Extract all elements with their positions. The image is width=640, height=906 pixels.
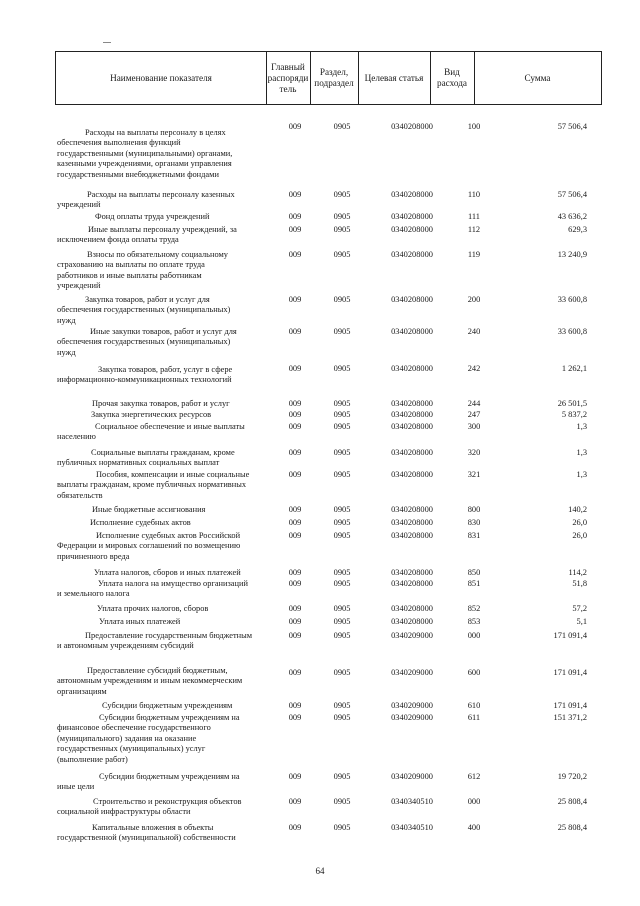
amount-value: 43 636,2: [557, 212, 587, 221]
manager-code: 009: [288, 701, 302, 710]
section-code: 0905: [333, 410, 351, 419]
page-number: 64: [315, 866, 325, 876]
amount-value: 1 262,1: [561, 364, 587, 373]
section-code: 0905: [333, 212, 351, 221]
expense-type-code: 830: [467, 518, 481, 527]
target-code: 0340208000: [391, 295, 433, 304]
section-code: 0905: [333, 470, 351, 479]
manager-code: 009: [288, 579, 302, 588]
target-code: 0340208000: [391, 364, 433, 373]
expense-type-code: 851: [467, 579, 481, 588]
section-code: 0905: [333, 225, 351, 234]
section-code: 0905: [333, 631, 351, 640]
row-name: Иные закупки товаров, работ и услуг для обеспечения государственных (муниципальных) нужд: [57, 327, 237, 357]
row-name: Уплата иных платежей: [99, 617, 181, 626]
row-name: Прочая закупка товаров, работ и услуг: [92, 399, 230, 408]
amount-value: 5,1: [576, 617, 587, 626]
manager-code: 009: [288, 797, 302, 806]
target-code: 0340208000: [391, 250, 433, 259]
expense-type-code: 200: [467, 295, 481, 304]
target-code: 0340208000: [391, 399, 433, 408]
target-code: 0340208000: [391, 327, 433, 336]
target-code: 0340208000: [391, 470, 433, 479]
amount-value: 57 506,4: [557, 190, 587, 199]
amount-value: 1,3: [576, 422, 587, 431]
expense-type-code: 600: [467, 668, 481, 677]
target-code: 0340208000: [391, 518, 433, 527]
amount-value: 25 808,4: [557, 797, 587, 806]
manager-code: 009: [288, 422, 302, 431]
expense-type-code: 400: [467, 823, 481, 832]
manager-code: 009: [288, 212, 302, 221]
target-code: 0340209000: [391, 701, 433, 710]
row-name: Уплата налогов, сборов и иных платежей: [94, 568, 241, 577]
header-section: Раздел, подраздел: [314, 67, 354, 88]
expense-type-code: 110: [467, 190, 481, 199]
section-code: 0905: [333, 505, 351, 514]
manager-code: 009: [288, 617, 302, 626]
section-code: 0905: [333, 604, 351, 613]
target-code: 0340209000: [391, 713, 433, 722]
header-amount: Сумма: [524, 72, 551, 83]
expense-type-code: 000: [467, 631, 481, 640]
row-name: Пособия, компенсации и иные социальные выплаты гражданам, кроме публичных нормативных обязательств: [57, 470, 250, 500]
target-code: 0340208000: [391, 568, 433, 577]
row-name: Исполнение судебных актов: [90, 518, 191, 527]
row-name: Иные бюджетные ассигнования: [92, 505, 206, 514]
expense-type-code: 112: [467, 225, 481, 234]
section-code: 0905: [333, 122, 351, 131]
section-code: 0905: [333, 531, 351, 540]
manager-code: 009: [288, 399, 302, 408]
target-code: 0340208000: [391, 212, 433, 221]
amount-value: 33 600,8: [557, 295, 587, 304]
row-name: Субсидии бюджетным учреждениям: [102, 701, 233, 710]
amount-value: 151 371,2: [553, 713, 587, 722]
manager-code: 009: [288, 772, 302, 781]
expense-type-code: 853: [467, 617, 481, 626]
expense-type-code: 240: [467, 327, 481, 336]
row-name: Строительство и реконструкция объектов социальной инфраструктуры области: [57, 797, 242, 817]
amount-value: 57,2: [572, 604, 587, 613]
expense-type-code: 800: [467, 505, 481, 514]
manager-code: 009: [288, 122, 302, 131]
row-name: Субсидии бюджетным учреждениям на иные цели: [57, 772, 240, 792]
amount-value: 19 720,2: [557, 772, 587, 781]
amount-value: 5 837,2: [561, 410, 587, 419]
amount-value: 171 091,4: [553, 701, 587, 710]
manager-code: 009: [288, 568, 302, 577]
manager-code: 009: [288, 410, 302, 419]
section-code: 0905: [333, 713, 351, 722]
row-name: Расходы на выплаты персоналу казенных учреждений: [57, 190, 235, 210]
amount-value: 25 808,4: [557, 823, 587, 832]
row-name: Уплата прочих налогов, сборов: [97, 604, 209, 613]
expense-type-code: 831: [467, 531, 481, 540]
target-code: 0340208000: [391, 422, 433, 431]
row-name: Закупка энергетических ресурсов: [91, 410, 212, 419]
row-name: Капитальные вложения в объекты государственной (муниципальной) собственности: [57, 823, 236, 843]
target-code: 0340208000: [391, 410, 433, 419]
manager-code: 009: [288, 823, 302, 832]
target-code: 0340340510: [391, 797, 433, 806]
target-code: 0340208000: [391, 122, 433, 131]
amount-value: 171 091,4: [553, 631, 587, 640]
section-code: 0905: [333, 668, 351, 677]
section-code: 0905: [333, 772, 351, 781]
manager-code: 009: [288, 505, 302, 514]
row-name: Социальные выплаты гражданам, кроме публичных нормативных социальных выплат: [57, 448, 235, 468]
section-code: 0905: [333, 295, 351, 304]
section-code: 0905: [333, 190, 351, 199]
section-code: 0905: [333, 399, 351, 408]
header-name: Наименование показателя: [110, 72, 212, 83]
section-code: 0905: [333, 364, 351, 373]
manager-code: 009: [288, 668, 302, 677]
manager-code: 009: [288, 225, 302, 234]
expense-type-code: 320: [467, 448, 481, 457]
row-name: Социальное обеспечение и иные выплаты населению: [57, 422, 245, 442]
expense-type-code: 852: [467, 604, 481, 613]
amount-value: 26,0: [572, 531, 587, 540]
expense-type-code: 321: [467, 470, 481, 479]
row-name: Закупка товаров, работ, услуг в сфере информационно-коммуникационных технологий: [57, 365, 233, 385]
manager-code: 009: [288, 295, 302, 304]
target-code: 0340340510: [391, 823, 433, 832]
target-code: 0340209000: [391, 668, 433, 677]
section-code: 0905: [333, 568, 351, 577]
section-code: 0905: [333, 797, 351, 806]
row-name: Фонд оплаты труда учреждений: [95, 212, 210, 221]
manager-code: 009: [288, 631, 302, 640]
amount-value: 51,8: [572, 579, 587, 588]
header-manager: Главный распоряди тель: [267, 61, 309, 94]
manager-code: 009: [288, 250, 302, 259]
amount-value: 57 506,4: [557, 122, 587, 131]
row-name: Предоставление государственным бюджетным и автономным учреждениям субсидий: [57, 631, 253, 651]
manager-code: 009: [288, 327, 302, 336]
manager-code: 009: [288, 713, 302, 722]
section-code: 0905: [333, 617, 351, 626]
manager-code: 009: [288, 190, 302, 199]
expense-type-code: 610: [467, 701, 481, 710]
row-name: Субсидии бюджетным учреждениям на финансовое обеспечение государственного (муниципального) задания на оказание государственных (муниципальных) услуг (выполнение работ): [57, 713, 240, 764]
row-name: Расходы на выплаты персоналу в целях обеспечения выполнения функций государственными (муниципальными) органами, казенными учреждениями, органами управления государственными внебюджетными фондами: [57, 128, 233, 179]
section-code: 0905: [333, 823, 351, 832]
target-code: 0340208000: [391, 531, 433, 540]
amount-value: 629,3: [568, 225, 587, 234]
expense-type-code: 247: [467, 410, 481, 419]
expense-type-code: 300: [467, 422, 481, 431]
expense-type-code: 850: [467, 568, 481, 577]
expense-type-code: 119: [467, 250, 481, 259]
target-code: 0340208000: [391, 225, 433, 234]
manager-code: 009: [288, 518, 302, 527]
amount-value: 1,3: [576, 470, 587, 479]
target-code: 0340208000: [391, 617, 433, 626]
section-code: 0905: [333, 701, 351, 710]
header-type: Вид расхода: [437, 67, 467, 88]
target-code: 0340208000: [391, 448, 433, 457]
row-name: Взносы по обязательному социальному страхованию на выплаты по оплате труда работников и иные выплаты работникам учреждений: [57, 250, 228, 291]
header-target: Целевая статья: [364, 72, 424, 83]
expense-type-code: 100: [467, 122, 481, 131]
target-code: 0340208000: [391, 190, 433, 199]
expense-type-code: 000: [467, 797, 481, 806]
row-name: Предоставление субсидий бюджетным, автономным учреждениям и иным некоммерческим организациям: [57, 666, 243, 696]
section-code: 0905: [333, 448, 351, 457]
amount-value: 26,0: [572, 518, 587, 527]
amount-value: 171 091,4: [553, 668, 587, 677]
target-code: 0340208000: [391, 604, 433, 613]
target-code: 0340209000: [391, 772, 433, 781]
manager-code: 009: [288, 470, 302, 479]
target-code: 0340208000: [391, 505, 433, 514]
expense-type-code: 612: [467, 772, 481, 781]
section-code: 0905: [333, 327, 351, 336]
manager-code: 009: [288, 604, 302, 613]
row-name: Иные выплаты персоналу учреждений, за исключением фонда оплаты труда: [57, 225, 237, 245]
amount-value: 33 600,8: [557, 327, 587, 336]
expense-type-code: 111: [468, 212, 480, 221]
expense-type-code: 242: [467, 364, 481, 373]
amount-value: 114,2: [568, 568, 587, 577]
section-code: 0905: [333, 579, 351, 588]
amount-value: 140,2: [568, 505, 587, 514]
manager-code: 009: [288, 531, 302, 540]
row-name: Уплата налога на имущество организаций и земельного налога: [57, 579, 248, 599]
manager-code: 009: [288, 364, 302, 373]
manager-code: 009: [288, 448, 302, 457]
target-code: 0340209000: [391, 631, 433, 640]
section-code: 0905: [333, 250, 351, 259]
expense-type-code: 611: [467, 713, 481, 722]
amount-value: 26 501,5: [557, 399, 587, 408]
amount-value: 13 240,9: [557, 250, 587, 259]
target-code: 0340208000: [391, 579, 433, 588]
amount-value: 1,3: [576, 448, 587, 457]
section-code: 0905: [333, 518, 351, 527]
section-code: 0905: [333, 422, 351, 431]
row-name: Закупка товаров, работ и услуг для обеспечения государственных (муниципальных) нужд: [57, 295, 231, 325]
expense-type-code: 244: [467, 399, 481, 408]
row-name: Исполнение судебных актов Российской Федерации и мировых соглашений по возмещению причиненного вреда: [57, 531, 241, 561]
